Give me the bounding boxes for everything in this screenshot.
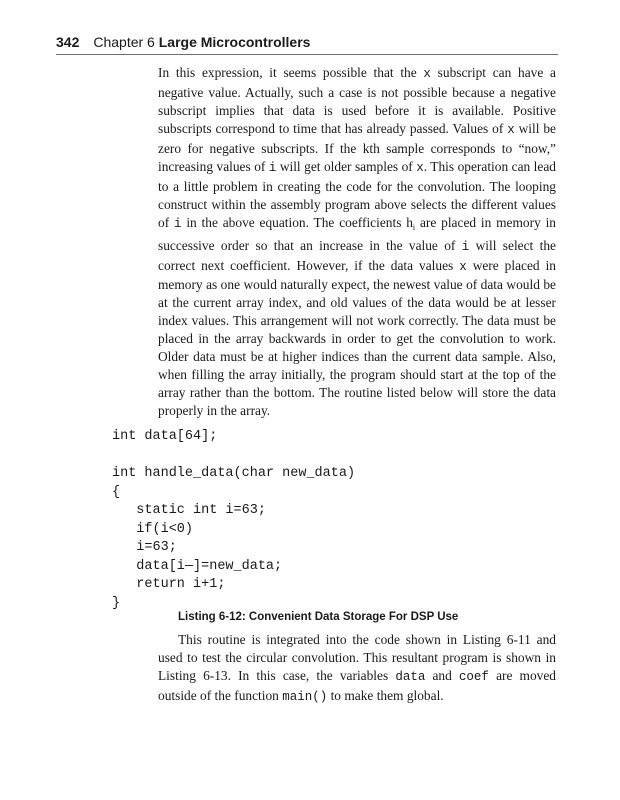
subscript: i [412, 222, 416, 232]
inline-code: x [507, 122, 515, 137]
text-run: in the above equation. The coefficients h [181, 214, 413, 230]
text-run: were placed in memory as one would naturally expect, the newest value of data would be at the current array index, and old values of the data would be at lesser index values. This arrangement will not work correctly. The data must be placed in the array backwards in order to get the convolution to work. Older data must be at higher indices than the current data sample. Also, when filling the array initially, the program should start at the top of the array rather than the bottom. The routine listed below will store the data properly in the array. [158, 257, 556, 419]
inline-code: main() [282, 689, 328, 704]
code-line: int data[64]; [112, 429, 218, 444]
code-line: static int i=63; [112, 503, 266, 518]
code-line: if(i<0) [112, 521, 194, 537]
body-paragraph-2 [158, 631, 556, 707]
text-run: to make them global. [327, 687, 444, 703]
body-paragraph-1 [158, 64, 556, 420]
code-line: { [112, 484, 121, 500]
text-run: will be zero for negative subscripts. If the kth sample corresponds to “now,” increasing values of [158, 120, 556, 174]
text-run: This routine is integrated into the code shown in Listing 6-11 and used to test the circular convolution. This resultant program is shown in Listing 6-13. In this case, the variables [158, 632, 556, 683]
inline-code: x [423, 67, 431, 81]
page-number: 342 [56, 34, 80, 50]
code-line: data[i—]=new_data; [112, 558, 283, 574]
inline-code: x [459, 259, 467, 274]
code-listing [112, 428, 355, 613]
code-line: return i+1; [112, 577, 226, 592]
chapter-title: Large Microcontrollers [158, 34, 311, 50]
page-header [56, 33, 556, 51]
inline-code: i [173, 216, 182, 231]
code-line [112, 447, 355, 466]
text-run: . This operation can lead to a little problem in creating the code for the convolution. The looping construct within the assembly program above selects the different values of [158, 158, 556, 230]
chapter-label: Chapter 6 [93, 34, 155, 50]
code-line: i=63; [112, 540, 177, 555]
inline-code: i [461, 239, 470, 254]
text-run: are moved outside of the function [158, 667, 556, 703]
inline-code: coef [458, 669, 489, 684]
header-rule [56, 54, 558, 55]
code-line: int handle_data(char new_data) [112, 466, 356, 481]
inline-code: data [395, 669, 426, 684]
listing-caption: Listing 6-12: Convenient Data Storage For DSP Use [178, 611, 459, 623]
text-run: subscript can have a negative value. Actually, such a case is not possible because a negative subscript implies that data is used before it is available. Positive subscripts correspond to time that has already passed. Values of [158, 65, 556, 136]
text-run: In this expression, it seems possible that the [158, 65, 424, 80]
inline-code: x [416, 160, 424, 175]
text-run: are placed in memory in successive order so that an increase in the value of [158, 214, 556, 253]
text-run: will select the correct next coefficient. However, if the data values [158, 237, 556, 273]
text-run: will get older samples of [276, 158, 417, 174]
code-line: } [112, 595, 121, 611]
text-run: and [425, 667, 459, 683]
inline-code: i [268, 160, 277, 175]
